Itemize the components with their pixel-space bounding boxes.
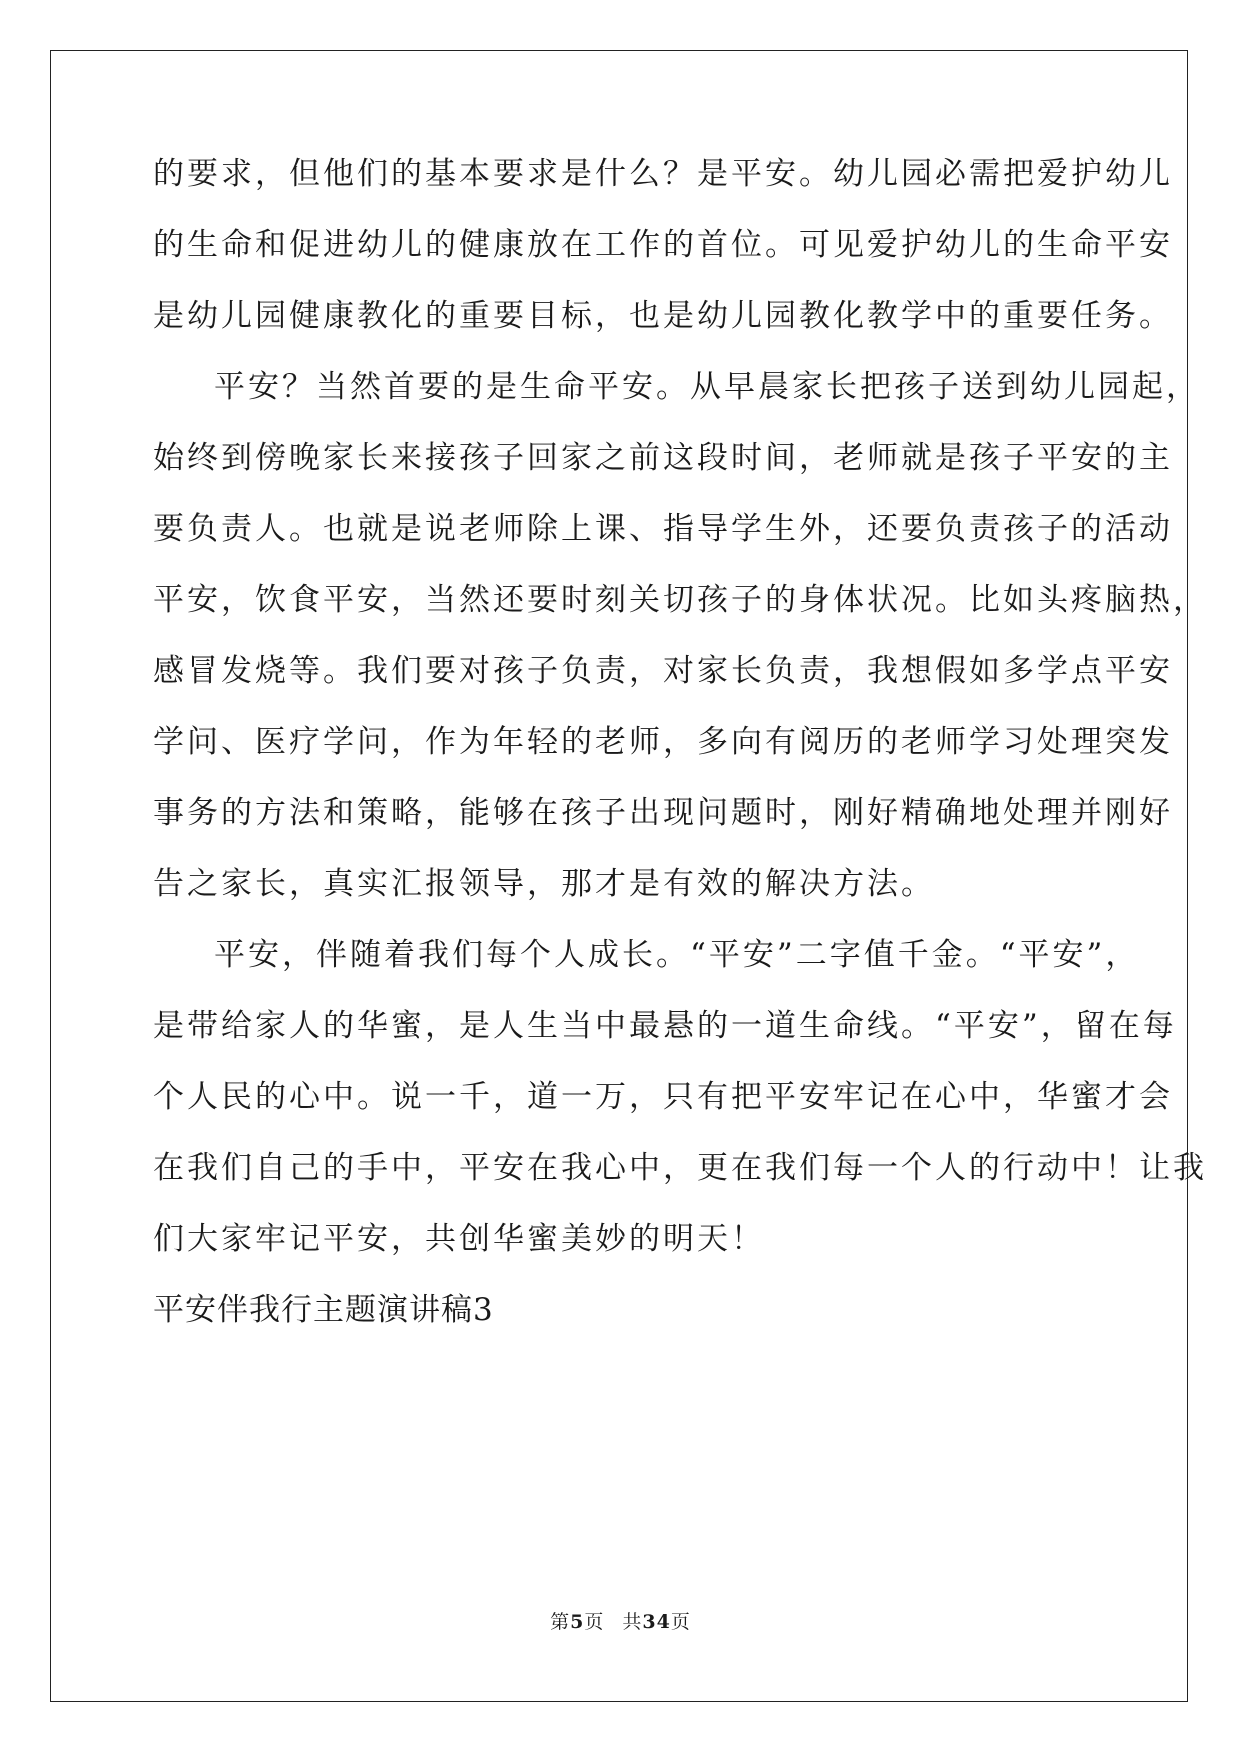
paragraph-line: 的要求，但他们的基本要求是什么？是平安。幼儿园必需把爱护幼儿 [153,156,1173,192]
paragraph-line: 是带给家人的华蜜，是人生当中最悬的一道生命线。“平安”，留在每 [153,1008,1177,1044]
paragraph-line: 平安？当然首要的是生命平安。从早晨家长把孩子送到幼儿园起， [214,369,1200,405]
paragraph-line: 是幼儿园健康教化的重要目标，也是幼儿园教化教学中的重要任务。 [153,298,1173,334]
page-footer [0,1610,1241,1634]
paragraph-line: 事务的方法和策略，能够在孩子出现问题时，刚好精确地处理并刚好 [153,795,1173,831]
paragraph-line: 学问、医疗学问，作为年轻的老师，多向有阅历的老师学习处理突发 [153,724,1173,760]
paragraph-line: 平安，伴随着我们每个人成长。“平安”二字值千金。“平安”， [214,937,1140,973]
page-label-suffix: 页 [584,1611,605,1633]
paragraph-line: 的生命和促进幼儿的健康放在工作的首位。可见爱护幼儿的生命平安 [153,227,1173,263]
paragraph-line: 感冒发烧等。我们要对孩子负责，对家长负责，我想假如多学点平安 [153,653,1173,689]
paragraph-line: 在我们自己的手中，平安在我心中，更在我们每一个人的行动中！让我 [153,1150,1207,1186]
paragraph-line: 个人民的心中。说一千，道一万，只有把平安牢记在心中，华蜜才会 [153,1079,1173,1115]
paragraph-line: 始终到傍晚家长来接孩子回家之前这段时间，老师就是孩子平安的主 [153,440,1173,476]
page-number: 5 [570,1611,585,1633]
section-heading: 平安伴我行主题演讲稿3 [153,1292,494,1328]
paragraph-line: 要负责人。也就是说老师除上课、指导学生外，还要负责孩子的活动 [153,511,1173,547]
paragraph-line: 们大家牢记平安，共创华蜜美妙的明天！ [153,1221,765,1257]
paragraph-line: 平安，饮食平安，当然还要时刻关切孩子的身体状况。比如头疼脑热， [153,582,1207,618]
total-pages: 34 [642,1611,671,1633]
total-label-prefix: 共 [622,1611,643,1633]
paragraph-line: 告之家长，真实汇报领导，那才是有效的解决方法。 [153,866,935,902]
total-label-suffix: 页 [670,1611,691,1633]
page-label-prefix: 第 [550,1611,571,1633]
